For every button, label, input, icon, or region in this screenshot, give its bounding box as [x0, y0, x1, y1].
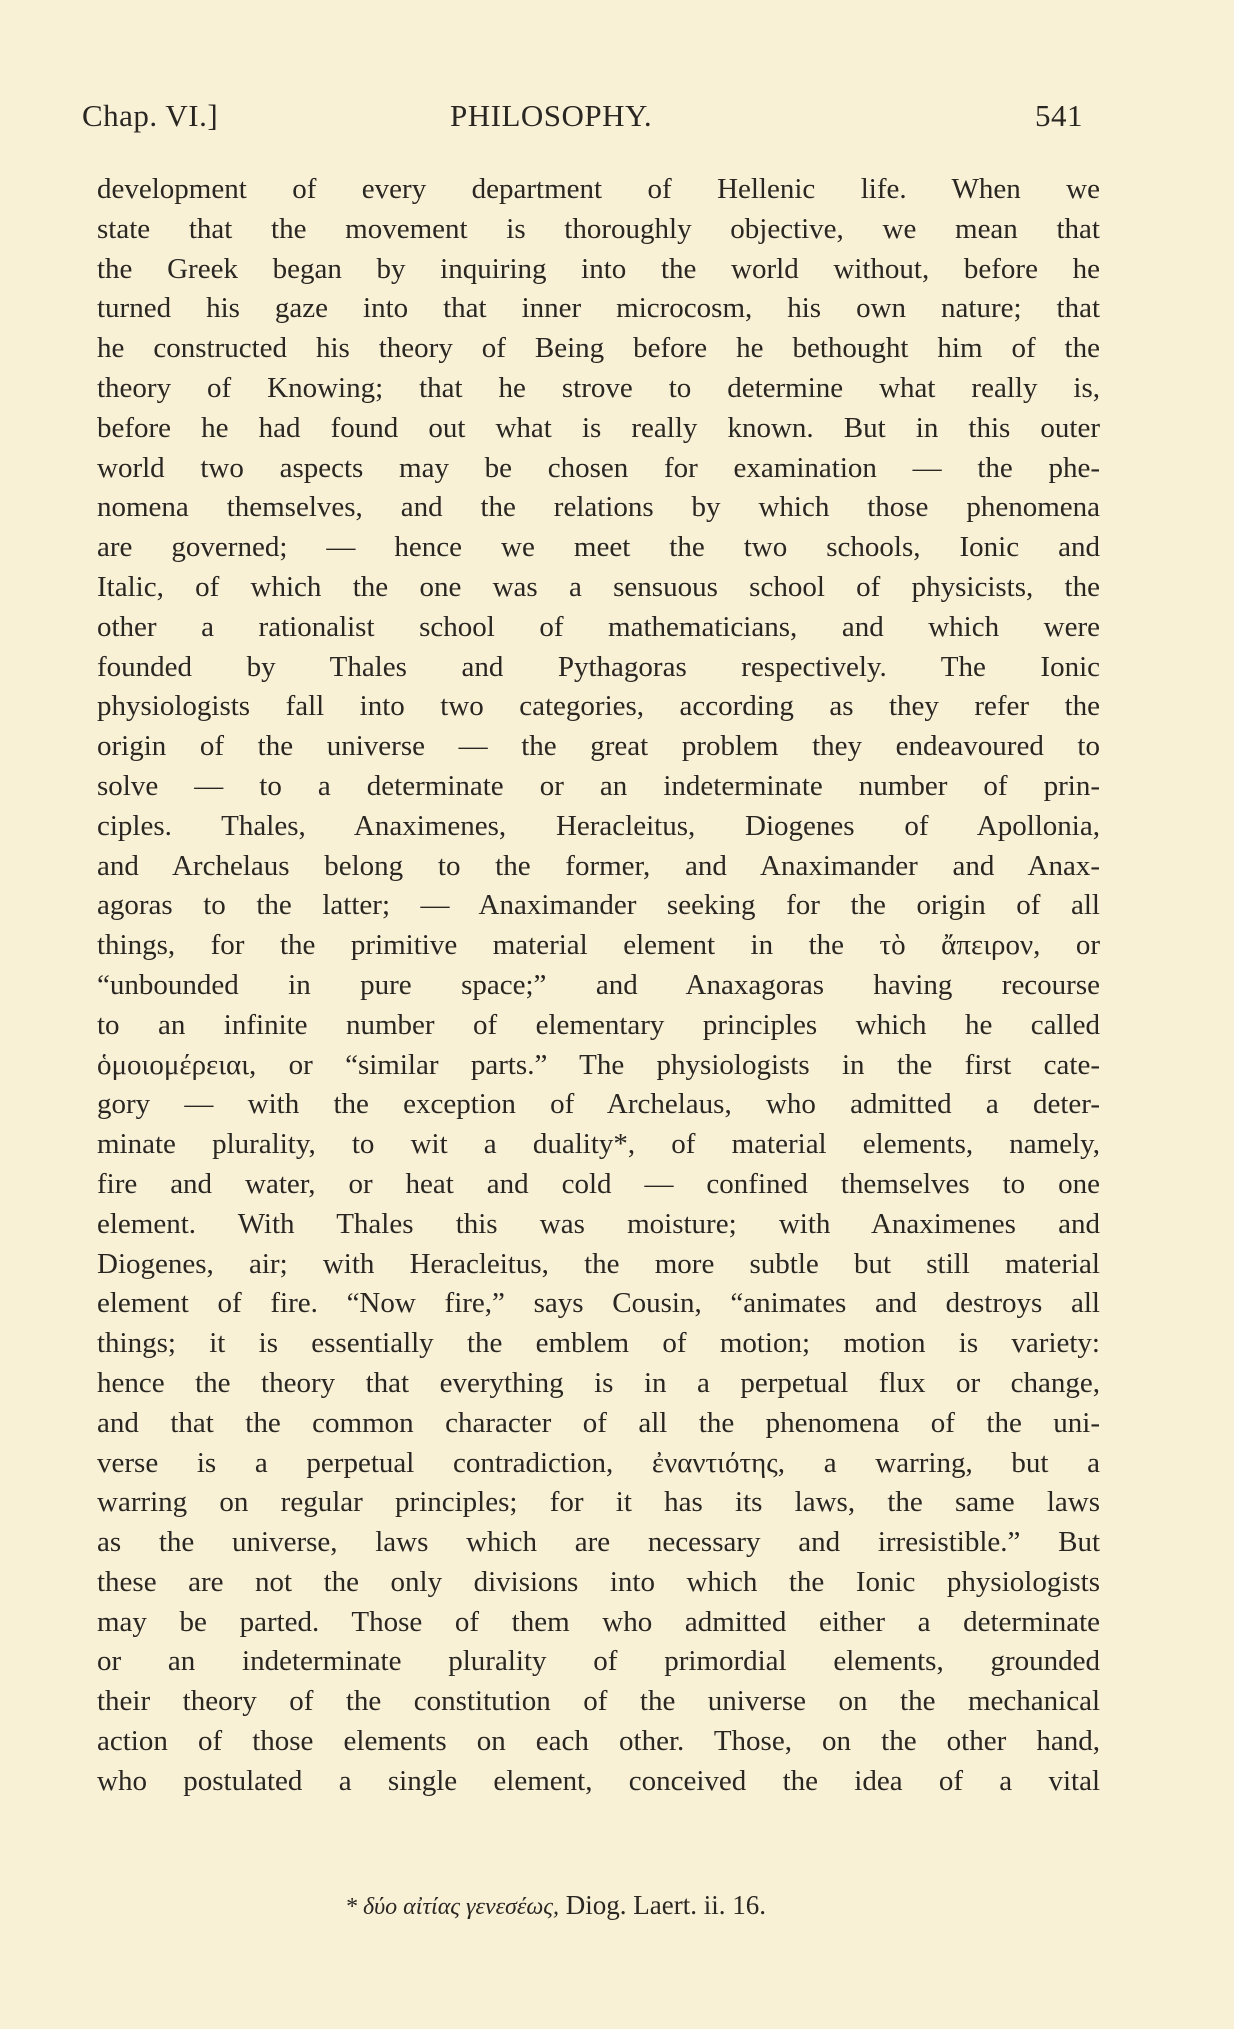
text-line: gory — with the exception of Archelaus, who admitted a deter- — [97, 1088, 1100, 1121]
text-line: agoras to the latter; — Anaximander seeking for the origin of all — [97, 889, 1100, 922]
text-line: element of fire. “Now fire,” says Cousin, “animates and destroys all — [97, 1287, 1100, 1320]
text-line: verse is a perpetual contradiction, ἐναντιότης, a warring, but a — [97, 1446, 1100, 1479]
text-line: he constructed his theory of Being before he bethought him of the — [97, 332, 1100, 365]
text-line: turned his gaze into that inner microcosm, his own nature; that — [97, 292, 1100, 325]
text-line: or an indeterminate plurality of primordial elements, grounded — [97, 1645, 1100, 1678]
text-line: who postulated a single element, conceived the idea of a vital — [97, 1764, 1100, 1797]
text-line: fire and water, or heat and cold — confined themselves to one — [97, 1167, 1100, 1200]
body-text — [97, 170, 1100, 1802]
text-line: the Greek began by inquiring into the world without, before he — [97, 252, 1100, 285]
text-line: things, for the primitive material element in the τὸ ἄπειρον, or — [97, 929, 1100, 962]
text-line: “unbounded in pure space;” and Anaxagoras having recourse — [97, 968, 1100, 1001]
text-line: ὁμοιομέρειαι, or “similar parts.” The physiologists in the first cate- — [97, 1048, 1100, 1081]
text-line: minate plurality, to wit a duality*, of material elements, namely, — [97, 1128, 1100, 1161]
text-line: solve — to a determinate or an indeterminate number of prin- — [97, 769, 1100, 802]
text-line: origin of the universe — the great problem they endeavoured to — [97, 730, 1100, 763]
text-line: state that the movement is thoroughly objective, we mean that — [97, 212, 1100, 245]
text-line: nomena themselves, and the relations by which those phenomena — [97, 491, 1100, 524]
text-line: these are not the only divisions into which the Ionic physiologists — [97, 1565, 1100, 1598]
text-line: as the universe, laws which are necessary and irresistible.” But — [97, 1526, 1100, 1559]
running-head-chapter: Chap. VI.] — [82, 98, 219, 133]
text-line: Italic, of which the one was a sensuous school of physicists, the — [97, 570, 1100, 603]
text-line: theory of Knowing; that he strove to determine what really is, — [97, 371, 1100, 404]
running-head-title: PHILOSOPHY. — [450, 98, 653, 133]
text-line: world two aspects may be chosen for examination — the phe- — [97, 451, 1100, 484]
text-line: action of those elements on each other. Those, on the other hand, — [97, 1725, 1100, 1758]
text-line: hence the theory that everything is in a perpetual flux or change, — [97, 1366, 1100, 1399]
text-line: other a rationalist school of mathematicians, and which were — [97, 610, 1100, 643]
text-line: physiologists fall into two categories, according as they refer the — [97, 690, 1100, 723]
footnote-reference: Diog. Laert. ii. 16. — [565, 1890, 766, 1920]
text-line: warring on regular principles; for it has its laws, the same laws — [97, 1486, 1100, 1519]
text-line: development of every department of Hellenic life. When we — [97, 173, 1100, 205]
text-line: before he had found out what is really known. But in this outer — [97, 411, 1100, 444]
text-line: Diogenes, air; with Heracleitus, the more subtle but still material — [97, 1247, 1100, 1280]
text-line: and Archelaus belong to the former, and Anaximander and Anax- — [97, 849, 1100, 882]
text-line: are governed; — hence we meet the two schools, Ionic and — [97, 531, 1100, 564]
text-line: to an infinite number of elementary principles which he called — [97, 1008, 1100, 1041]
text-line: and that the common character of all the phenomena of the uni- — [97, 1406, 1100, 1439]
footnote-greek: * δύο αἰτίας γενεσέως, — [345, 1894, 560, 1920]
footnote — [345, 1890, 766, 1921]
text-line: things; it is essentially the emblem of motion; motion is variety: — [97, 1327, 1100, 1360]
page-number: 541 — [1035, 98, 1083, 133]
text-line: element. With Thales this was moisture; with Anaximenes and — [97, 1207, 1100, 1240]
text-line: may be parted. Those of them who admitted either a determinate — [97, 1605, 1100, 1638]
text-line: their theory of the constitution of the universe on the mechanical — [97, 1685, 1100, 1718]
text-line: founded by Thales and Pythagoras respectively. The Ionic — [97, 650, 1100, 683]
text-line: ciples. Thales, Anaximenes, Heracleitus, Diogenes of Apollonia, — [97, 809, 1100, 842]
